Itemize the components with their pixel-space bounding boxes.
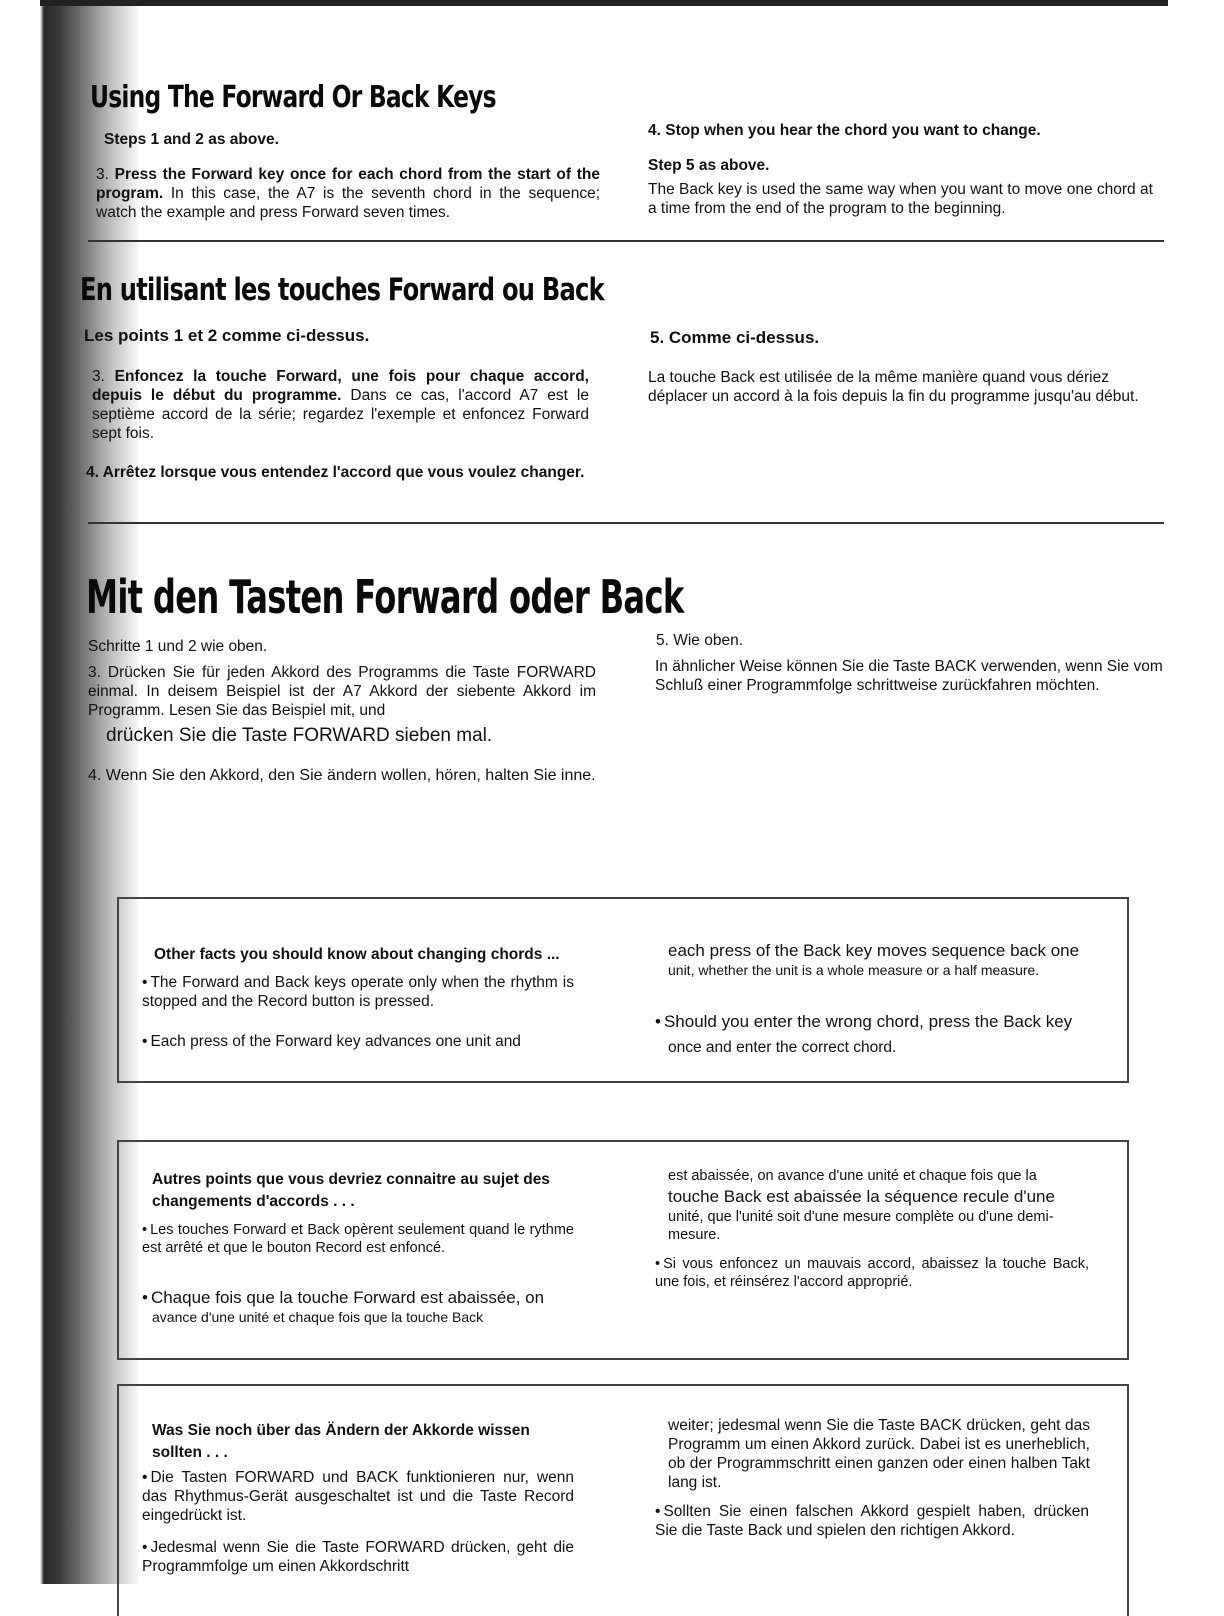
de-back-note: In ähnlicher Weise können Sie die Taste BACK verwenden, wenn Sie vom Schluß einer Programmfolge schrittweise zurückfahren möchten.	[655, 658, 1163, 694]
box-en-bullet-2: • Each press of the Forward key advances one unit and	[142, 1032, 582, 1051]
fr-step-5: 5. Comme ci-dessus.	[650, 328, 820, 347]
de-step-3-num: 3.	[88, 664, 101, 681]
divider	[88, 240, 1164, 242]
en-step-4: 4. Stop when you hear the chord you want to change.	[648, 122, 1041, 139]
en-step-3-num: 3.	[96, 166, 109, 183]
heading-english: Using The Forward Or Back Keys	[90, 80, 496, 115]
fr-steps-1-2: Les points 1 et 2 comme ci-dessus.	[84, 326, 370, 345]
heading-german: Mit den Tasten Forward oder Back	[86, 570, 684, 624]
en-step-5: Step 5 as above.	[648, 157, 770, 174]
fr-step-3	[92, 367, 589, 443]
box-en-title: Other facts you should know about changing chords ...	[154, 946, 560, 963]
box-fr-right-1-small: unité, que l'unité soit d'une mesure complète ou d'une demi-mesure.	[668, 1209, 1054, 1243]
de-steps-1-2: Schritte 1 und 2 wie oben.	[88, 638, 268, 655]
en-steps-1-2: Steps 1 and 2 as above.	[104, 131, 279, 148]
box-de-title: Was Sie noch über das Ändern der Akkorde wissen sollten . . .	[152, 1422, 530, 1461]
box-de-bullet-3: • Sollten Sie einen falschen Akkord gespielt haben, drücken Sie die Taste Back und spielen den richtigen Akkord.	[655, 1502, 1089, 1540]
box-fr-bullet-1: • Les touches Forward et Back opèrent seulement quand le rythme est arrêté et que le bouton Record est enfoncé.	[142, 1221, 574, 1257]
box-en-right-1-small: unit, whether the unit is a whole measure or a half measure.	[668, 962, 1040, 978]
fr-step-3-bold: Enfoncez la touche Forward, une fois pour chaque accord, depuis le début du programme.	[92, 368, 589, 404]
divider	[88, 522, 1164, 524]
de-step-4: 4. Wenn Sie den Akkord, den Sie ändern wollen, hören, halten Sie inne.	[88, 767, 596, 784]
heading-french: En utilisant les touches Forward ou Back	[80, 272, 604, 308]
en-step-3-text: In this case, the A7 is the seventh chord in the sequence; watch the example and press Forward seven times.	[96, 185, 600, 221]
box-de-bullet-2: • Jedesmal wenn Sie die Taste FORWARD drücken, geht die Programmfolge um einen Akkordschritt	[142, 1538, 574, 1576]
de-step-3-end: drücken Sie die Taste FORWARD sieben mal.	[106, 725, 493, 746]
fr-back-note: La touche Back est utilisée de la même manière quand vous dériez déplacer un accord à la fois depuis la fin du programme jusqu'au début.	[648, 369, 1139, 405]
de-step-3	[88, 663, 596, 720]
box-de-right-1: weiter; jedesmal wenn Sie die Taste BACK drücken, geht das Programm um einen Akkord zurück. Dabei ist es unerheblich, ob der Programmschritt einen ganzen oder einen halben Takt lang ist.	[668, 1417, 1090, 1491]
fr-step-4: 4. Arrêtez lorsque vous entendez l'accord que vous voulez changer.	[86, 464, 585, 481]
fr-step-3-num: 3.	[92, 368, 105, 385]
box-fr-bullet-3: • Si vous enfoncez un mauvais accord, abaissez la touche Back, une fois, et réinsérez l'accord approprié.	[655, 1255, 1089, 1291]
box-en-bullet-3-small: once and enter the correct chord.	[668, 1039, 897, 1056]
en-step-3	[96, 165, 600, 222]
box-fr-right-1-big: touche Back est abaissée la séquence recule d'une	[668, 1187, 1055, 1206]
box-en-right-1-big: each press of the Back key moves sequence back one	[668, 941, 1080, 960]
de-step-5: 5. Wie oben.	[656, 632, 744, 649]
box-fr-title: Autres points que vous devriez connaitre au sujet des changements d'accords . . .	[152, 1171, 550, 1210]
box-fr-bullet-2-big: • Chaque fois que la touche Forward est abaissée, on	[142, 1287, 582, 1308]
page-right-margin	[1168, 0, 1224, 1584]
box-fr-right-1-a: est abaissée, on avance d'une unité et chaque fois que la	[668, 1168, 1037, 1184]
box-en-bullet-3-big: • Should you enter the wrong chord, press the Back key	[655, 1011, 1095, 1032]
en-step-3-bold: Press the Forward key once for each chord from the start of the program.	[96, 166, 601, 202]
fr-step-3-text: Dans ce cas, l'accord A7 est le septième accord de la série; regardez l'exemple et enfoncez Forward sept fois.	[92, 387, 589, 442]
box-fr-bullet-2-small: avance d'une unité et chaque fois que la touche Back	[152, 1309, 484, 1325]
de-step-3-text: Drücken Sie für jeden Akkord des Programms die Taste FORWARD einmal. In deisem Beispiel ist der A7 Akkord der siebente Akkord im Programm. Lesen Sie das Beispiel mit, und	[88, 664, 596, 719]
en-back-note: The Back key is used the same way when you want to move one chord at a time from the end of the program to the beginning.	[648, 181, 1153, 217]
box-de-bullet-1: • Die Tasten FORWARD und BACK funktionieren nur, wenn das Rhythmus-Gerät ausgeschaltet ist und die Taste Record eingedrückt ist.	[142, 1468, 574, 1525]
box-en-bullet-1: • The Forward and Back keys operate only when the rhythm is stopped and the Record button is pressed.	[142, 973, 574, 1011]
